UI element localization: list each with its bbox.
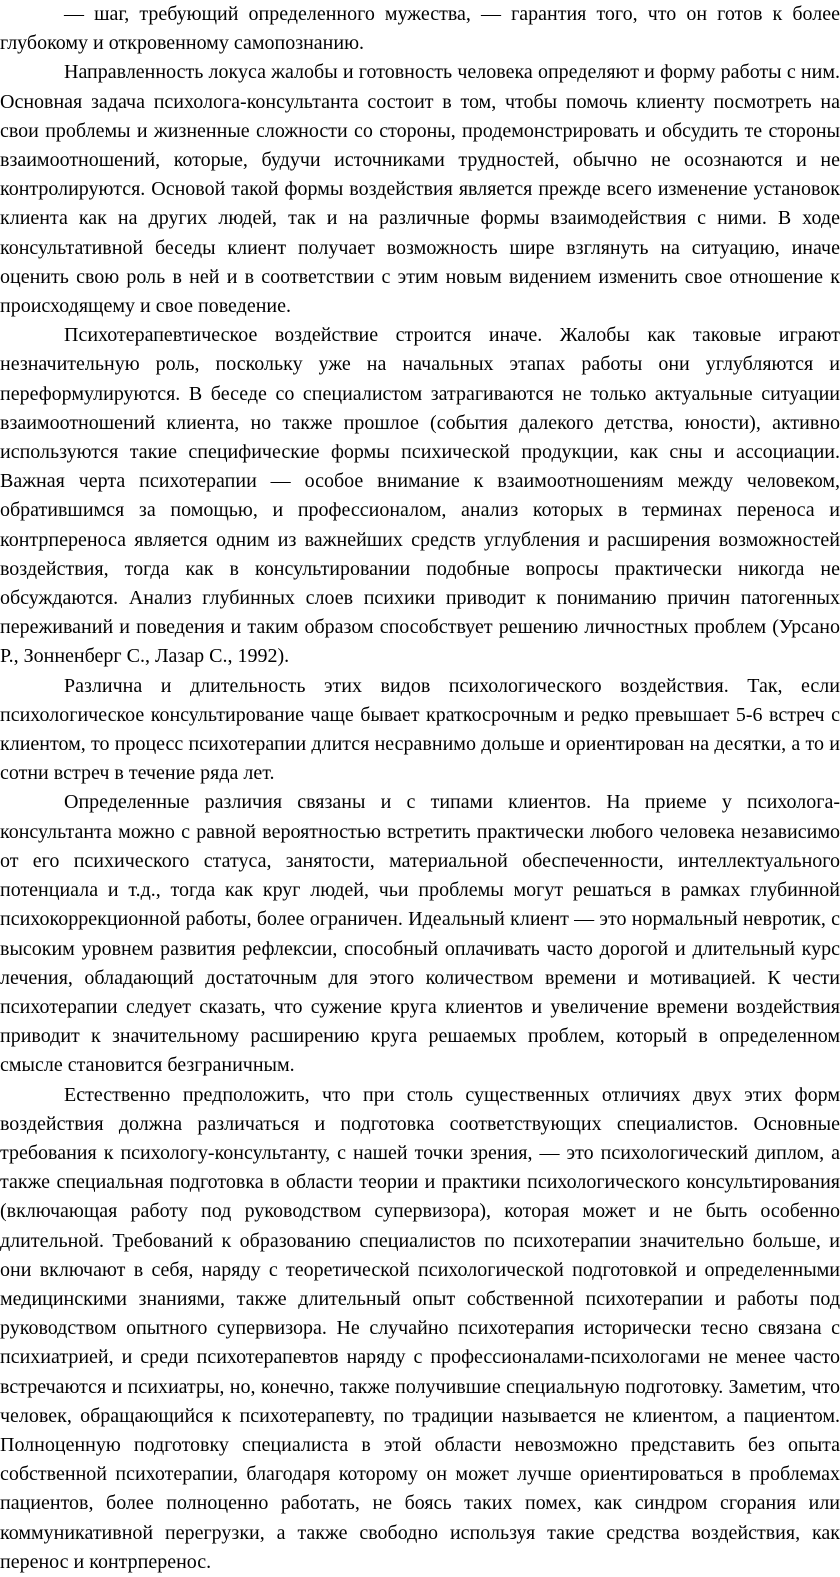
paragraph-3: Психотерапевтическое воздействие строится иначе. Жалобы как таковые играют незначительную роль, поскольку уже на начальных этапах работы они углубляются и переформулируются. В беседе со специалистом затрагиваются не только актуальные ситуации взаимоотношений клиента, но также прошлое (события далекого детства, юности), активно используются такие специфические формы психической продукции, как сны и ассоциации. Важная черта психотерапии — особое внимание к взаимоотношениям между человеком, обратившимся за помощью, и профессионалом, анализ которых в терминах переноса и контрпереноса является одним из важнейших средств углубления и расширения возможностей воздействия, тогда как в консультировании подобные вопросы практически никогда не обсуждаются. Анализ глубинных слоев психики приводит к пониманию причин патогенных переживаний и поведения и таким образом способствует решению личностных проблем (Урсано Р., Зонненберг С., Лазар С., 1992). — [0, 324, 840, 668]
paragraph-4: Различна и длительность этих видов психологического воздействия. Так, если психологическое консультирование чаще бывает краткосрочным и редко превышает 5-6 встреч с клиентом, то процесс психотерапии длится несравнимо дольше и ориентирован на десятки, а то и сотни встреч в течение ряда лет. — [0, 674, 840, 785]
paragraph-1: — шаг, требующий определенного мужества, — гарантия того, что он готов к более глубокому и откровенному самопознанию. — [0, 3, 840, 55]
paragraph-2: Направленность локуса жалобы и готовность человека определяют и форму работы с ним. Основная задача психолога-консультанта состоит в том, чтобы помочь клиенту посмотреть на свои проблемы и жизненные сложности со стороны, продемонстрировать и обсудить те стороны взаимоотношений, которые, будучи источниками трудностей, обычно не осознаются и не контролируются. Основой такой формы воздействия является прежде всего изменение установок клиента как на других людей, так и на различные формы взаимодействия с ними. В ходе консультативной беседы клиент получает возможность шире взглянуть на ситуацию, иначе оценить свою роль в ней и в соответствии с этим новым видением изменить свое отношение к происходящему и свое поведение. — [0, 61, 840, 318]
paragraph-5: Определенные различия связаны и с типами клиентов. На приеме у психолога-консультанта можно с равной вероятностью встретить практически любого человека независимо от его психического статуса, занятости, материальной обеспеченности, интеллектуального потенциала и т.д., тогда как круг людей, чьи проблемы могут решаться в рамках глубинной психокоррекционной работы, более ограничен. Идеальный клиент — это нормальный невротик, с высоким уровнем развития рефлексии, способный оплачивать часто дорогой и длительный курс лечения, обладающий достаточным для этого количеством времени и мотивацией. К чести психотерапии следует сказать, что сужение круга клиентов и увеличение времени воздействия приводит к значительному расширению круга решаемых проблем, который в определенном смысле становится безграничным. — [0, 791, 840, 1077]
paragraph-6: Естественно предположить, что при столь существенных отличиях двух этих форм воздействия должна различаться и подготовка соответствующих специалистов. Основные требования к психологу-консультанту, с нашей точки зрения, — это психологический диплом, а также специальная подготовка в области теории и практики психологического консультирования (включающая работу под руководством супервизора), которая может и не быть особенно длительной. Требований к образованию специалистов по психотерапии значительно больше, и они включают в себя, наряду с теоретической психологической подготовкой и определенными медицинскими знаниями, также длительный опыт собственной психотерапии и работы под руководством опытного супервизора. Не случайно психотерапия исторически тесно связана с психиатрией, и среди психотерапевтов наряду с профессионалами-психологами не менее часто встречаются и психиатры, но, конечно, также получившие специальную подготовку. Заметим, что человек, обращающийся к психотерапевту, по традиции называется не клиентом, а пациентом. Полноценную подготовку специалиста в этой области невозможно представить без опыта собственной психотерапии, благодаря которому он может лучше ориентироваться в проблемах пациентов, более полноценно работать, не боясь таких помех, как синдром сгорания или коммуникативной перегрузки, а также свободно используя такие средства воздействия, как перенос и контрперенос. — [0, 1083, 840, 1573]
